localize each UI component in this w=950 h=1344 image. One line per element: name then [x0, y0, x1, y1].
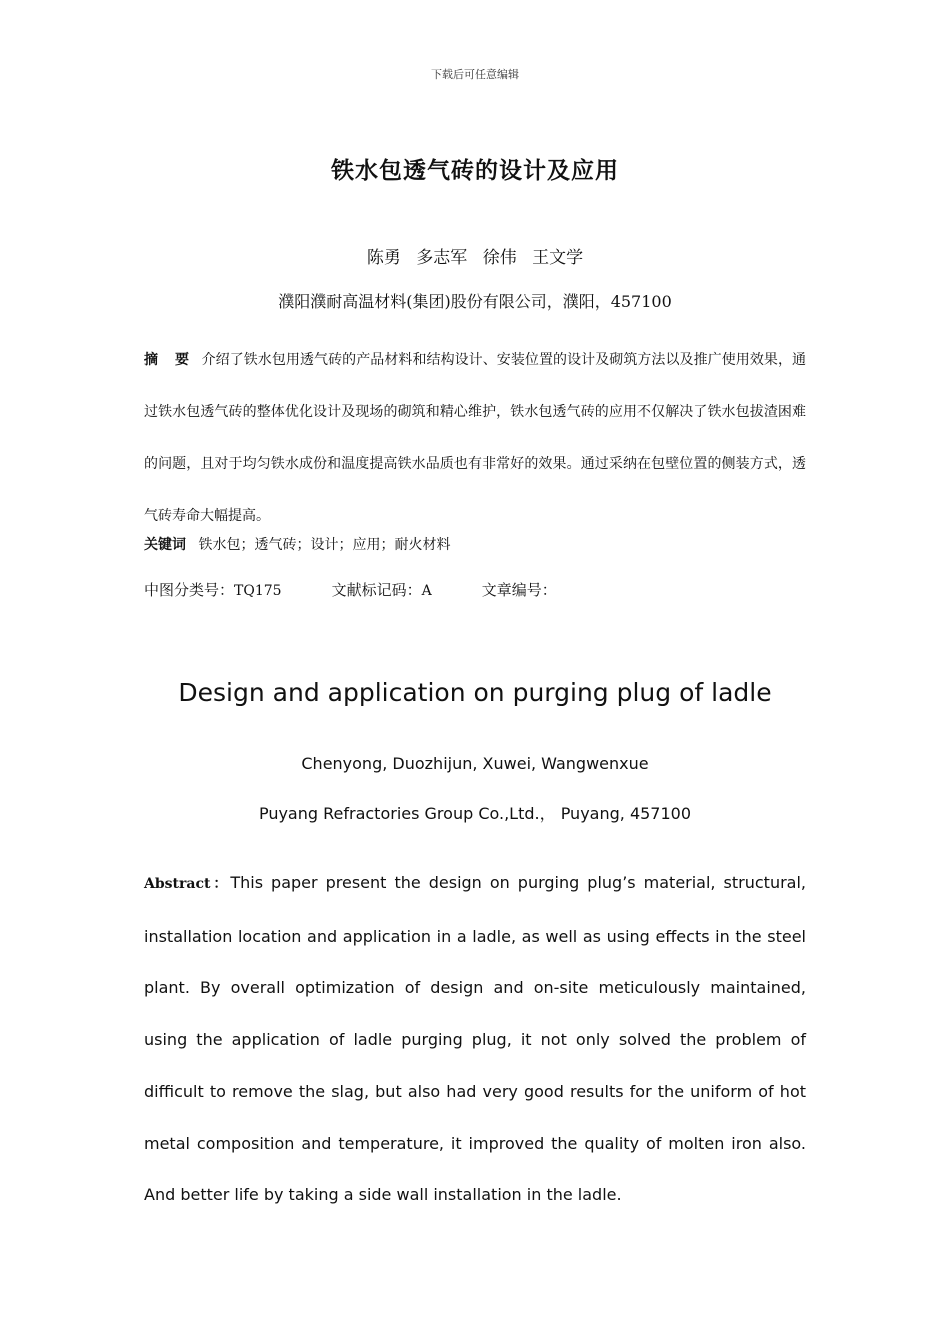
header-note: 下载后可任意编辑: [431, 68, 519, 81]
document-code: [332, 579, 432, 600]
chinese-keywords: [144, 534, 806, 554]
english-title: Design and application on purging plug of ladle: [178, 678, 772, 707]
chinese-abstract-label: 摘 要: [144, 352, 196, 368]
english-abstract: [144, 857, 806, 1221]
english-abstract-text: This paper present the design on purging plug’s material, structural, installation location and application in a ladle, as well as using effects in the steel plant. By overall optimization of design and on-site meticulously maintained, using the application of ladle purging plug, it not only solved the problem of difficult to remove the slag, but also had very good results for the uniform of hot metal composition and temperature, it improved the quality of molten iron also. And better life by taking a side wall installation in the ladle.: [144, 873, 806, 1205]
english-authors: Chenyong, Duozhijun, Xuwei, Wangwenxue: [301, 754, 649, 773]
chinese-keywords-text: 铁水包；透气砖；设计；应用；耐火材料: [198, 537, 451, 553]
chinese-abstract: [144, 334, 806, 542]
classification-label: 中图分类号：: [144, 581, 235, 599]
classification-line: [144, 579, 806, 600]
article-number-label: 文章编号：: [481, 581, 557, 599]
document-code-label: 文献标记码：: [331, 581, 422, 599]
chinese-abstract-text: 介绍了铁水包用透气砖的产品材料和结构设计、安装位置的设计及砌筑方法以及推广使用效果，通过铁水包透气砖的整体优化设计及现场的砌筑和精心维护，铁水包透气砖的应用不仅解决了铁水包拔渣困难的问题，且对于均匀铁水成份和温度提高铁水品质也有非常好的效果。通过采纳在包壁位置的侧装方式，透气砖寿命大幅提高。: [144, 352, 807, 524]
chinese-affiliation: 濮阳濮耐高温材料(集团)股份有限公司，濮阳，457100: [278, 292, 672, 311]
chinese-title: 铁水包透气砖的设计及应用: [331, 158, 619, 184]
english-affiliation: Puyang Refractories Group Co.,Ltd.， Puyang, 457100: [258, 804, 692, 823]
chinese-keywords-label: 关键词: [144, 537, 186, 553]
article-number: [482, 579, 557, 600]
document-code-value: A: [421, 583, 432, 599]
chinese-authors: 陈勇 多志军 徐伟 王文学: [366, 248, 584, 268]
classification-number: [144, 579, 282, 600]
classification-value: TQ175: [234, 583, 282, 599]
english-abstract-label: Abstract：: [144, 876, 231, 892]
